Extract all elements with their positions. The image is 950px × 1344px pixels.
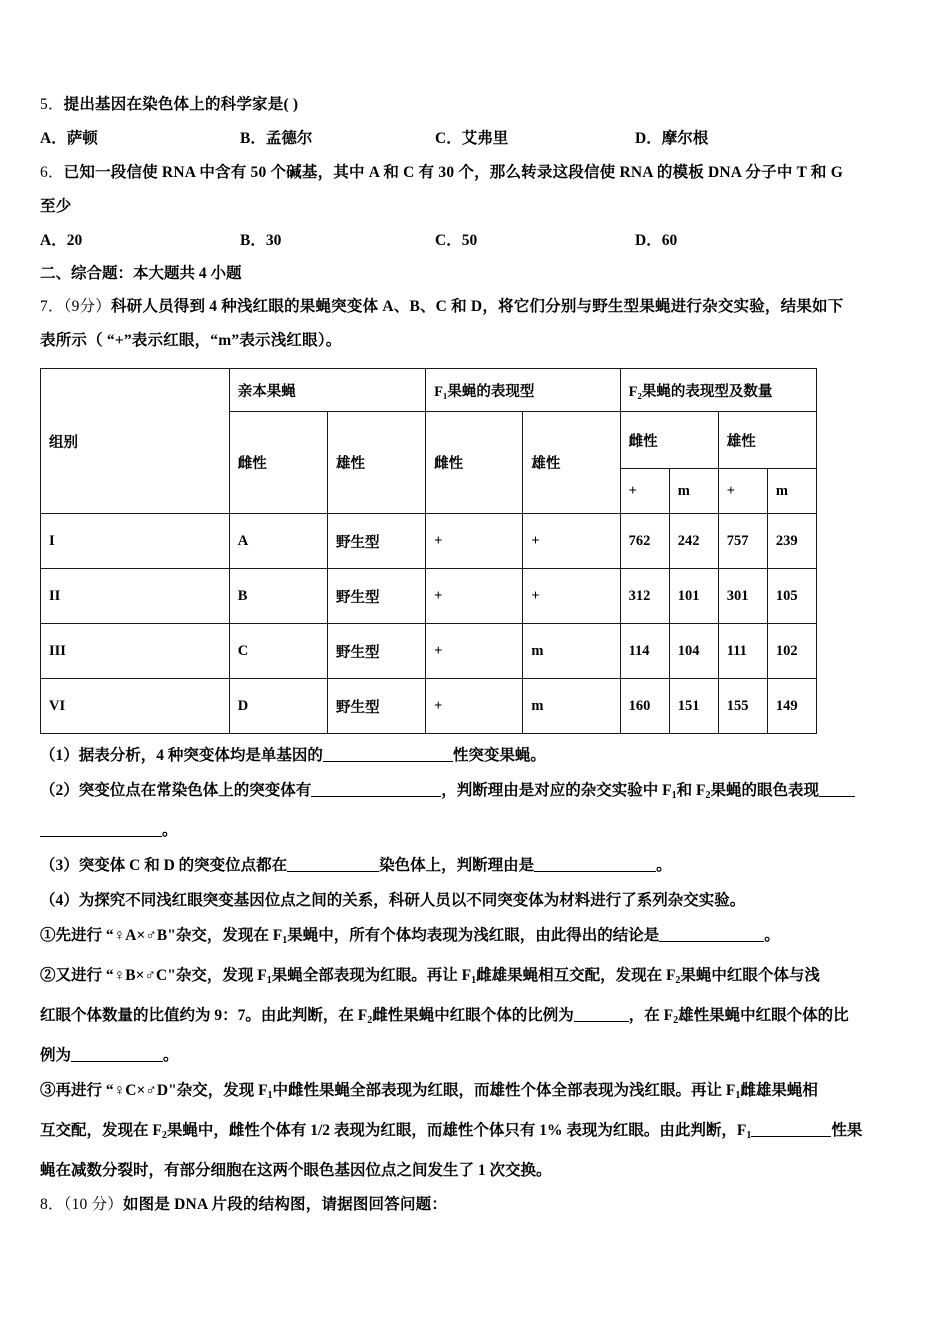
item2-d-text: 果蝇中红眼个体与浅 [680, 967, 820, 984]
cell-f2-male-plus: 111 [718, 624, 767, 679]
cell-parent-male: 野生型 [327, 514, 425, 569]
sub3-pre-text: （3）突变体 C 和 D 的突变位点都在 [40, 857, 288, 874]
question-5-option-a[interactable]: A．萨顿 [40, 130, 98, 147]
question-7-item-1 [40, 918, 920, 958]
subscript-2: 2 [367, 1015, 373, 1026]
answer-blank[interactable] [323, 747, 453, 762]
answer-blank[interactable] [819, 782, 855, 797]
question-5-stem [40, 88, 920, 122]
item3-b-text: 中雌性果蝇全部表现为红眼，而雄性个体全部表现为浅红眼。再让 F [272, 1082, 736, 1099]
cell-parent-female: A [229, 514, 327, 569]
cell-group: VI [41, 679, 230, 734]
cell-f2-female-plus: 160 [620, 679, 669, 734]
question-7-item-2-line2 [40, 998, 920, 1038]
question-6-stem-line1 [40, 156, 920, 190]
answer-blank[interactable] [574, 1007, 629, 1022]
header-f1-male: 雄性 [523, 412, 620, 514]
item3-f-text: 性果 [831, 1122, 863, 1139]
answer-blank[interactable] [534, 857, 656, 872]
answer-blank[interactable] [40, 822, 162, 837]
question-8-score: （10 分） [63, 1196, 123, 1213]
question-7-sub-2 [40, 773, 920, 813]
header-f2: F₂果蝇的表现型及数量 [620, 369, 816, 412]
question-7-item-3-line3 [40, 1153, 920, 1188]
cell-f2-male-m: 102 [767, 624, 816, 679]
cell-f2-female-plus: 312 [620, 569, 669, 624]
item1-end-text: 。 [764, 927, 780, 944]
question-7-item-3-line2 [40, 1113, 920, 1153]
header-parent-female: 雌性 [229, 412, 327, 514]
subscript-1: 1 [746, 1130, 752, 1141]
cell-parent-male: 野生型 [327, 679, 425, 734]
header-group: 组别 [41, 369, 230, 514]
header-f2-female: 雌性 [620, 412, 718, 469]
header-f2-male: 雄性 [718, 412, 816, 469]
item2-h-text: 雄性果蝇中红眼个体的比 [678, 1007, 849, 1024]
question-7-item-2-line1 [40, 958, 920, 998]
item2-f-text: 雌性果蝇中红眼个体的比例为 [372, 1007, 574, 1024]
header-f2-female-plus: + [620, 469, 669, 514]
question-8-number: 8． [40, 1196, 64, 1213]
sub1-pre-text: （1）据表分析，4 种突变体均是单基因的 [40, 747, 323, 764]
table-row [41, 569, 817, 624]
item2-a-text: ②又进行 “♀B×♂C"杂交，发现 F [40, 967, 267, 984]
question-7-sub-4: （4）为探究不同浅红眼突变基因位点之间的关系，科研人员以不同突变体为材料进行了系列杂交实验。 [40, 892, 746, 909]
answer-blank[interactable] [751, 1122, 831, 1137]
question-6-text-2: 至少 [40, 198, 72, 215]
item3-a-text: ③再进行 “♀C×♂D"杂交，发现 F [40, 1082, 268, 1099]
header-f1-female: 雌性 [426, 412, 523, 514]
cell-parent-male: 野生型 [327, 569, 425, 624]
cell-f1-female: + [426, 679, 523, 734]
cell-f1-male: + [523, 514, 620, 569]
header-parent-male: 雄性 [327, 412, 425, 514]
cell-f2-male-plus: 155 [718, 679, 767, 734]
sub2-mid3-text: 果蝇的眼色表现 [710, 782, 819, 799]
subscript-2: 2 [675, 975, 681, 986]
question-6-number: 6． [40, 164, 64, 181]
question-7-text-2: 表所示（ “+”表示红眼，“m”表示浅红眼）。 [40, 332, 342, 349]
question-6-text-1: 已知一段信使 RNA 中含有 50 个碱基，其中 A 和 C 有 30 个，那么转录这段信使 RNA 的模板 DNA 分子中 T 和 G [63, 164, 843, 181]
item2-j-text: 。 [163, 1047, 179, 1064]
sub2-end-text: 。 [162, 822, 178, 839]
sub3-mid-text: 染色体上，判断理由是 [379, 857, 535, 874]
question-5-options [40, 122, 920, 156]
cell-f2-female-plus: 114 [620, 624, 669, 679]
header-f1: F₁果蝇的表现型 [426, 369, 620, 412]
cell-group: II [41, 569, 230, 624]
header-parent: 亲本果蝇 [229, 369, 425, 412]
sub2-pre-text: （2）突变位点在常染色体上的突变体有 [40, 782, 312, 799]
item2-b-text: 果蝇全部表现为红眼。再让 F [271, 967, 472, 984]
table-header-row-1 [41, 369, 817, 412]
cell-f1-male: + [523, 569, 620, 624]
subscript-2: 2 [161, 1130, 167, 1141]
question-8-text: 如图是 DNA 片段的结构图，请据图回答问题： [122, 1196, 448, 1213]
subscript-2: 2 [673, 1015, 679, 1026]
item1-mid-text: 果蝇中，所有个体均表现为浅红眼，由此得出的结论是 [287, 927, 660, 944]
question-7-stem-line1 [40, 290, 920, 324]
cell-f2-female-m: 104 [669, 624, 718, 679]
question-5-text: 提出基因在染色体上的科学家是( ) [63, 96, 299, 113]
cell-parent-male: 野生型 [327, 624, 425, 679]
cell-group: III [41, 624, 230, 679]
cell-f2-female-plus: 762 [620, 514, 669, 569]
question-7-sub-3 [40, 848, 920, 883]
question-6-option-b[interactable]: B．30 [240, 232, 282, 249]
sub2-mid-text: ，判断理由是对应的杂交实验中 F [441, 782, 672, 799]
cell-f1-female: + [426, 514, 523, 569]
item3-d-text: 互交配，发现在 F [40, 1122, 162, 1139]
subscript-1: 1 [282, 935, 288, 946]
cell-f2-male-plus: 301 [718, 569, 767, 624]
header-f2-male-plus: + [718, 469, 767, 514]
section-2-heading: 二、综合题：本大题共 4 小题 [40, 265, 242, 282]
item2-i-text: 例为 [40, 1047, 72, 1064]
cell-f2-male-plus: 757 [718, 514, 767, 569]
cell-parent-female: B [229, 569, 327, 624]
cell-f1-male: m [523, 679, 620, 734]
question-5-number: 5． [40, 96, 64, 113]
item2-c-text: 雌雄果蝇相互交配，发现在 F [476, 967, 676, 984]
item3-c-text: 雌雄果蝇相 [740, 1082, 818, 1099]
answer-blank[interactable] [659, 927, 764, 942]
question-7-text-1: 科研人员得到 4 种浅红眼的果蝇突变体 A、B、C 和 D，将它们分别与野生型果蝇进行杂交实验，结果如下 [110, 298, 844, 315]
question-5-option-c[interactable]: C．艾弗里 [435, 130, 509, 147]
answer-blank[interactable] [287, 857, 379, 872]
cell-f1-female: + [426, 624, 523, 679]
item2-e-text: 红眼个体数量的比值约为 9：7。由此判断，在 F [40, 1007, 368, 1024]
cell-f1-female: + [426, 569, 523, 624]
cell-f2-female-m: 101 [669, 569, 718, 624]
question-6-option-a[interactable]: A．20 [40, 232, 83, 249]
question-6-stem-line2 [40, 190, 920, 224]
question-7-item-2-line3 [40, 1038, 920, 1073]
question-7-stem-line2 [40, 324, 920, 358]
table-row [41, 624, 817, 679]
page-content [40, 88, 920, 1222]
cell-f2-female-m: 151 [669, 679, 718, 734]
question-7-score: （9分） [63, 298, 111, 315]
subscript-1: 1 [671, 790, 677, 801]
cell-f2-male-m: 149 [767, 679, 816, 734]
subscript-2: 2 [705, 790, 711, 801]
question-7-sub-2-cont [40, 813, 920, 848]
sub2-mid2-text: 和 F [676, 782, 706, 799]
cell-f1-male: m [523, 624, 620, 679]
sub3-end-text: 。 [656, 857, 672, 874]
item2-g-text: ，在 F [628, 1007, 674, 1024]
cell-f2-female-m: 242 [669, 514, 718, 569]
subscript-1: 1 [266, 975, 272, 986]
cell-parent-female: C [229, 624, 327, 679]
question-7-number: 7． [40, 298, 64, 315]
question-6-options [40, 224, 920, 258]
cell-group: I [41, 514, 230, 569]
question-8-stem [40, 1188, 920, 1222]
cell-parent-female: D [229, 679, 327, 734]
cell-f2-male-m: 105 [767, 569, 816, 624]
cell-f2-male-m: 239 [767, 514, 816, 569]
question-7-item-3-line1 [40, 1073, 920, 1113]
table-row [41, 679, 817, 734]
question-7-sub-1 [40, 738, 920, 773]
question-6-option-c[interactable]: C．50 [435, 232, 478, 249]
header-f2-female-m: m [669, 469, 718, 514]
item3-g-text: 蝇在减数分裂时，有部分细胞在这两个眼色基因位点之间发生了 1 次交换。 [40, 1162, 552, 1179]
answer-blank[interactable] [71, 1047, 163, 1062]
cross-experiment-table [40, 368, 817, 734]
question-6-option-d[interactable]: D．60 [635, 232, 678, 249]
sub1-post-text: 性突变果蝇。 [452, 747, 546, 764]
subscript-1: 1 [471, 975, 477, 986]
item3-e-text: 果蝇中，雌性个体有 1/2 表现为红眼，而雄性个体只有 1% 表现为红眼。由此判断，F [166, 1122, 747, 1139]
subscript-1: 1 [267, 1090, 273, 1101]
table-row [41, 514, 817, 569]
subscript-1: 1 [735, 1090, 741, 1101]
question-5-option-b[interactable]: B．孟德尔 [240, 130, 313, 147]
item1-pre-text: ①先进行 “♀A×♂B"杂交，发现在 F [40, 927, 283, 944]
question-5-option-d[interactable]: D．摩尔根 [635, 130, 709, 147]
header-f2-male-m: m [767, 469, 816, 514]
answer-blank[interactable] [311, 782, 441, 797]
